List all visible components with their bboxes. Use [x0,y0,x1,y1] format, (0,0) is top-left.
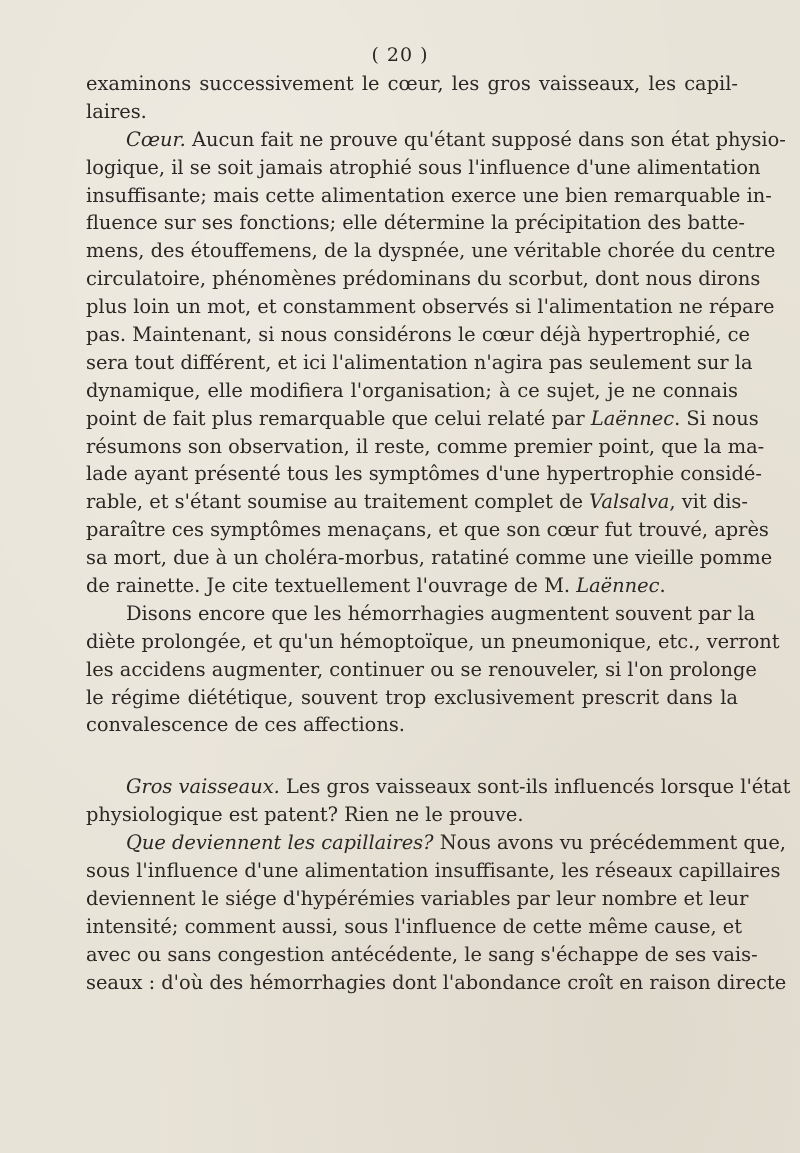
text-line: point de fait plus remarquable que celui relaté par Laënnec. Si nous [86,406,759,430]
text-line: rable, et s'étant soumise au traitement complet de Valsalva, vit dis- [86,490,748,514]
page-number: ( 20 ) [371,44,429,66]
text-line: Disons encore que les hémorrhagies augmentent souvent par la [126,601,756,625]
text-line: circulatoire, phénomènes prédominans du scorbut, dont nous dirons [86,267,761,291]
text-line: Que deviennent les capillaires? Nous avons vu précédemment que, [126,831,786,855]
text-line: sous l'influence d'une alimentation insuffisante, les réseaux capillaires [86,859,781,883]
text-line: les accidens augmenter, continuer ou se renouveler, si l'on prolonge [86,657,757,681]
text-line: diète prolongée, et qu'un hémoptoïque, un pneumonique, etc., verront [86,629,780,653]
paragraph-capillaires [86,829,787,996]
text-line: examinons successivement le cœur, les gros vaisseaux, les capil- [86,72,738,95]
text-line: le régime diététique, souvent trop exclusivement prescrit dans la [86,685,738,709]
author-name: Laënnec [576,574,660,598]
text-line: résumons son observation, il reste, comme premier point, que la ma- [86,434,765,458]
section-lead-coeur: Cœur. [126,127,186,151]
text-line: paraître ces symptômes menaçans, et que son cœur fut trouvé, après [86,518,769,542]
paragraph-coeur [86,126,786,600]
text-line: deviennent le siége d'hypérémies variables par leur nombre et leur [86,886,749,910]
text-line: de rainette. Je cite textuellement l'ouvrage de M. Laënnec. [86,574,666,598]
text-line: insuffisante; mais cette alimentation exerce une bien remarquable in- [86,183,772,207]
text-line: physiologique est patent? Rien ne le prouve. [86,803,524,827]
text-line: logique, il se soit jamais atrophié sous l'influence d'une alimentation [86,155,761,179]
text-line: intensité; comment aussi, sous l'influence de cette même cause, et [86,914,743,938]
section-gap [86,739,738,773]
author-name: Laënnec [590,406,675,430]
text-line: sa mort, due à un choléra-morbus, ratatiné comme une vieille pomme [86,546,773,570]
section-lead-capillaires: Que deviennent les capillaires? [126,831,434,855]
text-line: sera tout différent, et ici l'alimentation n'agira pas seulement sur la [86,350,753,374]
text-line: mens, des étouffemens, de la dyspnée, une véritable chorée du centre [86,239,776,263]
text-line: seaux : d'où des hémorrhagies dont l'abondance croît en raison directe [86,970,787,994]
text-line: pas. Maintenant, si nous considérons le cœur déjà hypertrophié, ce [86,323,750,347]
text-line: lade ayant présenté tous les symptômes d'une hypertrophie considé- [86,462,762,486]
text-line: fluence sur ses fonctions; elle détermine la précipitation des batte- [86,211,745,235]
paragraph-intro [86,70,738,126]
text-line: dynamique, elle modifiera l'organisation; à ce sujet, je ne connais [86,378,738,402]
text-line: convalescence de ces affections. [86,713,405,737]
section-lead-gros-vaisseaux: Gros vaisseaux. [126,775,280,799]
text-line: laires. [86,99,147,123]
text-line: plus loin un mot, et constamment observés si l'alimentation ne répare [86,295,775,319]
body-text [86,70,791,997]
text-line: Gros vaisseaux. Les gros vaisseaux sont-ils influencés lorsque l'état [126,775,791,799]
paragraph-hemorrhagies [86,600,780,739]
text-line: avec ou sans congestion antécédente, le sang s'échappe de ses vais- [86,942,758,966]
paragraph-gros-vaisseaux [86,773,791,829]
text-line: Cœur. Aucun fait ne prouve qu'étant supposé dans son état physio- [126,127,786,151]
author-name: Valsalva [589,490,670,514]
